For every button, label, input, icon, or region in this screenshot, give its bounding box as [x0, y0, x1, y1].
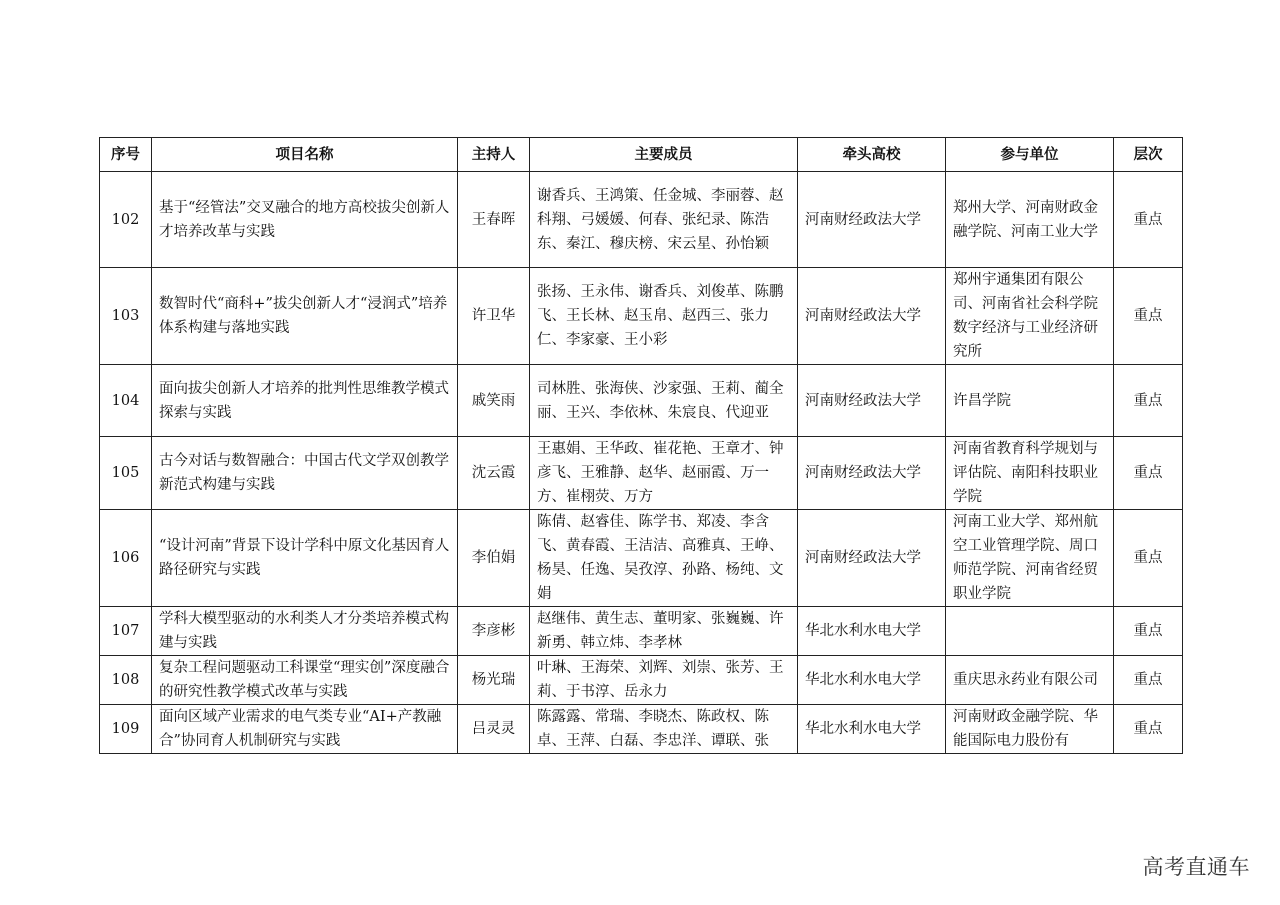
row-level: 重点 — [1114, 365, 1183, 437]
row-project-name: 复杂工程问题驱动工科课堂“理实创”深度融合的研究性教学模式改革与实践 — [152, 656, 458, 705]
row-partners: 重庆思永药业有限公司 — [946, 656, 1114, 705]
header-host: 主持人 — [458, 138, 530, 172]
row-partners — [946, 607, 1114, 656]
row-members: 谢香兵、王鸿策、任金城、李丽蓉、赵科翔、弓媛媛、何春、张纪录、陈浩东、秦江、穆庆榜、宋云星、孙怡颖 — [530, 172, 798, 268]
row-seq: 106 — [100, 510, 152, 607]
row-project-name: 面向区域产业需求的电气类专业“AI+产教融合”协同育人机制研究与实践 — [152, 705, 458, 754]
row-partners: 许昌学院 — [946, 365, 1114, 437]
row-lead-university: 华北水利水电大学 — [798, 607, 946, 656]
row-level: 重点 — [1114, 607, 1183, 656]
row-partners — [946, 705, 1114, 754]
row-members-text: 陈露露、常瑞、李晓杰、陈政权、陈卓、王萍、白磊、李忠洋、谭联、张 — [537, 709, 769, 749]
table-row — [100, 607, 1183, 656]
row-level: 重点 — [1114, 268, 1183, 365]
row-seq: 108 — [100, 656, 152, 705]
row-host: 吕灵灵 — [458, 705, 530, 754]
row-lead-university: 华北水利水电大学 — [798, 705, 946, 754]
table-row — [100, 365, 1183, 437]
row-partners-text: 河南财政金融学院、华能国际电力股份有 — [953, 709, 1098, 749]
header-lead-university: 牵头高校 — [798, 138, 946, 172]
row-seq: 107 — [100, 607, 152, 656]
row-level: 重点 — [1114, 656, 1183, 705]
row-lead-university: 河南财经政法大学 — [798, 172, 946, 268]
row-members: 叶琳、王海荣、刘辉、刘崇、张芳、王莉、于书淳、岳永力 — [530, 656, 798, 705]
header-level: 层次 — [1114, 138, 1183, 172]
header-members: 主要成员 — [530, 138, 798, 172]
row-members: 陈倩、赵睿佳、陈学书、郑凌、李含飞、黄春霞、王洁洁、高雅真、王峥、杨昊、任逸、吴孜淳、孙路、杨纯、文娟 — [530, 510, 798, 607]
header-row — [100, 138, 1183, 172]
row-seq: 103 — [100, 268, 152, 365]
row-level: 重点 — [1114, 437, 1183, 510]
table-row — [100, 510, 1183, 607]
table-row — [100, 705, 1183, 754]
row-members: 赵继伟、黄生志、董明家、张巍巍、许新勇、韩立炜、李孝林 — [530, 607, 798, 656]
row-project-name: 古今对话与数智融合：中国古代文学双创教学新范式构建与实践 — [152, 437, 458, 510]
row-project-name: 数智时代“商科+”拔尖创新人才“浸润式”培养体系构建与落地实践 — [152, 268, 458, 365]
row-project-name: 基于“经管法”交叉融合的地方高校拔尖创新人才培养改革与实践 — [152, 172, 458, 268]
row-members: 张扬、王永伟、谢香兵、刘俊革、陈鹏飞、王长林、赵玉帛、赵西三、张力仁、李家豪、王小彩 — [530, 268, 798, 365]
row-partners: 河南工业大学、郑州航空工业管理学院、周口师范学院、河南省经贸职业学院 — [946, 510, 1114, 607]
row-members: 司林胜、张海侠、沙家强、王莉、蔺全丽、王兴、李依林、朱宸良、代迎亚 — [530, 365, 798, 437]
header-project-name: 项目名称 — [152, 138, 458, 172]
row-lead-university: 河南财经政法大学 — [798, 437, 946, 510]
table-row — [100, 172, 1183, 268]
header-partners: 参与单位 — [946, 138, 1114, 172]
row-level: 重点 — [1114, 705, 1183, 754]
row-level: 重点 — [1114, 510, 1183, 607]
row-level: 重点 — [1114, 172, 1183, 268]
table-row — [100, 437, 1183, 510]
table-row — [100, 268, 1183, 365]
row-partners: 郑州宇通集团有限公司、河南省社会科学院数字经济与工业经济研究所 — [946, 268, 1114, 365]
project-table — [99, 137, 1183, 754]
header-seq: 序号 — [100, 138, 152, 172]
row-host: 戚笑雨 — [458, 365, 530, 437]
row-lead-university: 河南财经政法大学 — [798, 510, 946, 607]
row-members — [530, 705, 798, 754]
row-host: 许卫华 — [458, 268, 530, 365]
row-seq: 109 — [100, 705, 152, 754]
row-lead-university: 河南财经政法大学 — [798, 365, 946, 437]
row-host: 杨光瑞 — [458, 656, 530, 705]
row-seq: 104 — [100, 365, 152, 437]
row-host: 王春晖 — [458, 172, 530, 268]
row-lead-university: 河南财经政法大学 — [798, 268, 946, 365]
row-lead-university: 华北水利水电大学 — [798, 656, 946, 705]
row-partners: 河南省教育科学规划与评估院、南阳科技职业学院 — [946, 437, 1114, 510]
row-project-name: 学科大模型驱动的水利类人才分类培养模式构建与实践 — [152, 607, 458, 656]
row-host: 李伯娟 — [458, 510, 530, 607]
row-seq: 105 — [100, 437, 152, 510]
row-host: 沈云霞 — [458, 437, 530, 510]
row-partners: 郑州大学、河南财政金融学院、河南工业大学 — [946, 172, 1114, 268]
row-members: 王惠娟、王华政、崔花艳、王章才、钟彦飞、王雅静、赵华、赵丽霞、万一方、崔栩荧、万方 — [530, 437, 798, 510]
row-project-name: “设计河南”背景下设计学科中原文化基因育人路径研究与实践 — [152, 510, 458, 607]
table-row — [100, 656, 1183, 705]
row-seq: 102 — [100, 172, 152, 268]
row-host: 李彦彬 — [458, 607, 530, 656]
row-project-name: 面向拔尖创新人才培养的批判性思维教学模式探索与实践 — [152, 365, 458, 437]
watermark: 高考直通车 — [1142, 855, 1250, 879]
